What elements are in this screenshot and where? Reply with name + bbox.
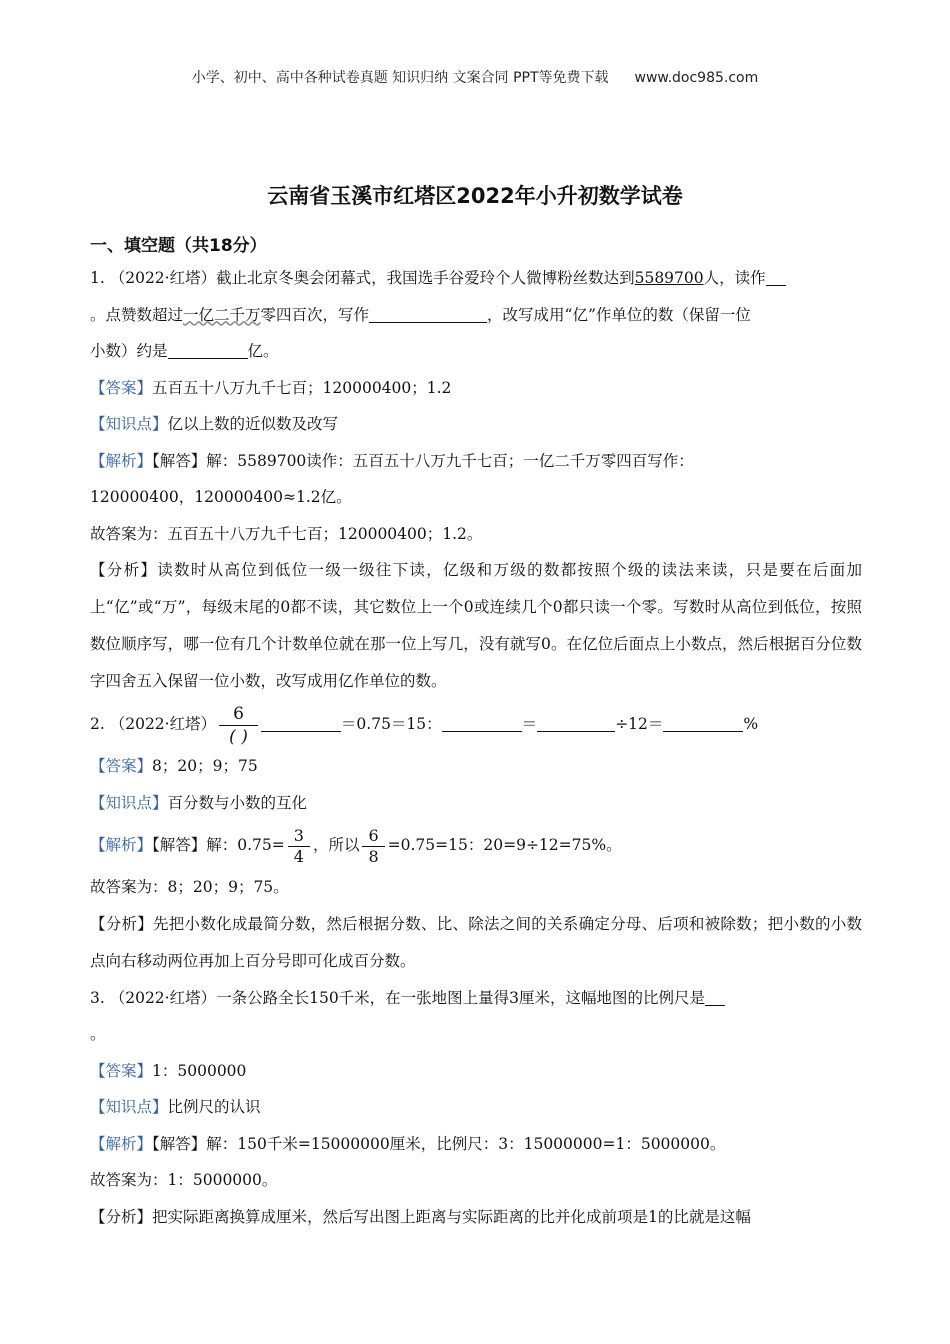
- q1-analysis-2: 120000400，120000400≈1.2亿。: [90, 488, 352, 506]
- fraction-6-8: [362, 826, 384, 867]
- answer-blank: [168, 340, 248, 359]
- fraction-numerator: 6: [219, 703, 258, 726]
- q2-answer: [90, 748, 862, 785]
- q3-line2: 。: [90, 1025, 106, 1043]
- q2-line: [90, 700, 862, 748]
- q3-knowledge: [90, 1089, 862, 1126]
- fraction-denominator: 8: [368, 846, 379, 866]
- q3-line1: [90, 980, 862, 1017]
- header-url[interactable]: www.doc985.com: [634, 70, 759, 86]
- q1-explanation: 【分析】读数时从高位到低位一级一级往下读，亿级和万级的数都按照个级的读法来读，只是要在后面加上“亿”或“万”，每级末尾的0都不读，其它数位上一个0或连续几个0都只读一个零。写数时从高位到低位，按照数位顺序写，哪一位有几个计数单位就在那一位上写几，没有就写0。在亿位后面点上小数点，然后根据百分位数字四舍五入保留一位小数，改写成用亿作单位的数。: [90, 561, 862, 690]
- q1-text: 1. （2022·红塔）截止北京冬奥会闭幕式，我国选手谷爱玲个人微博粉丝数达到: [90, 269, 635, 287]
- q3-analysis: [90, 1126, 862, 1163]
- answer-blank: [442, 713, 522, 732]
- q1-text: 亿。: [247, 342, 279, 360]
- q1-conclusion: 故答案为：五百五十八万九千七百；120000400；1.2。: [90, 524, 483, 543]
- q1-line3: [90, 333, 862, 370]
- q2-prefix: 2. （2022·红塔）: [90, 715, 217, 733]
- header-text: 小学、初中、高中各种试卷真题 知识归纳 文案合同 PPT等免费下载: [191, 70, 609, 86]
- answer-tag: 【答案】: [90, 1061, 153, 1080]
- answer-tag: 【答案】: [90, 757, 153, 775]
- analysis-text: 【解答】解：150千米=15000000厘米，比例尺：3：15000000=1：5000000。: [152, 1134, 726, 1153]
- answer-blank: [261, 713, 341, 732]
- analysis-tag: 【解析】: [90, 1134, 153, 1153]
- q2-knowledge: [90, 785, 862, 822]
- q3-conclusion: 故答案为：1：5000000。: [90, 1171, 278, 1189]
- answer-blank: [369, 304, 487, 323]
- q1-line2: [90, 297, 862, 334]
- q1-analysis: [90, 443, 862, 480]
- q1-text: 小数）约是: [90, 342, 168, 360]
- page-title: 云南省玉溪市红塔区2022年小升初数学试卷: [267, 184, 683, 208]
- q2-conclusion: 故答案为：8；20；9；75。: [90, 878, 289, 896]
- answer-text: 五百五十八万九千七百；120000400；1.2: [152, 378, 452, 397]
- fraction-3-4: [288, 826, 310, 867]
- fraction-denominator: ( ): [229, 726, 248, 747]
- q3-answer: [90, 1053, 862, 1090]
- knowledge-text: 比例尺的认识: [167, 1098, 261, 1116]
- q2-fraction: [219, 703, 258, 748]
- q1-text: 。点赞数超过: [90, 305, 184, 324]
- q1-answer: [90, 370, 862, 407]
- page-header: [0, 67, 950, 87]
- document-body: [90, 231, 862, 1235]
- knowledge-text: 亿以上数的近似数及改写: [167, 415, 339, 433]
- answer-text: 1：5000000: [152, 1061, 247, 1080]
- q3-explanation: 【分析】把实际距离换算成厘米，然后写出图上距离与实际距离的比并化成前项是1的比就是这幅: [90, 1207, 751, 1226]
- analysis-text: =0.75=15：20=9÷12=75%。: [387, 836, 622, 854]
- q2-explanation: 【分析】先把小数化成最简分数，然后根据分数、比、除法之间的关系确定分母、后项和被除数；把小数的小数点向右移动两位再加上百分号即可化成百分数。: [90, 914, 862, 970]
- q2-text: %: [743, 715, 759, 733]
- q3-text: 3. （2022·红塔）一条公路全长150千米，在一张地图上量得3厘米，这幅地图的比例尺是: [90, 988, 706, 1007]
- analysis-tag: 【解析】: [90, 451, 153, 470]
- analysis-text: ，所以: [312, 836, 360, 854]
- knowledge-text: 百分数与小数的互化: [167, 793, 308, 812]
- q1-number: 5589700: [634, 269, 704, 287]
- q1-wavy-text: 一亿二千万: [183, 305, 261, 324]
- fraction-numerator: 3: [288, 826, 310, 847]
- answer-tag: 【答案】: [90, 378, 153, 397]
- answer-blank: [537, 713, 615, 732]
- q1-text: 零四百次，写作: [260, 305, 370, 324]
- analysis-text: 【解答】解：0.75=: [152, 836, 285, 854]
- q1-line1: [90, 260, 862, 297]
- q1-knowledge: [90, 406, 862, 443]
- analysis-tag: 【解析】: [90, 836, 153, 854]
- fraction-denominator: 4: [293, 846, 304, 866]
- q1-text: ，改写成用“亿”作单位的数（保留一位: [487, 305, 751, 324]
- answer-blank: [705, 987, 725, 1006]
- section-heading: 一、填空题（共18分）: [90, 236, 267, 256]
- q2-analysis: [90, 821, 862, 869]
- analysis-text: 【解答】解：5589700读作：五百五十八万九千七百；一亿二千万零四百写作：: [152, 451, 694, 470]
- answer-blank: [663, 713, 743, 732]
- q2-text: ÷12＝: [615, 715, 664, 733]
- answer-blank: [766, 267, 786, 286]
- knowledge-tag: 【知识点】: [90, 415, 168, 433]
- knowledge-tag: 【知识点】: [90, 1098, 168, 1116]
- answer-text: 8；20；9；75: [152, 757, 258, 775]
- fraction-numerator: 6: [362, 826, 384, 847]
- knowledge-tag: 【知识点】: [90, 793, 168, 812]
- q2-text: ＝: [521, 715, 538, 733]
- q1-text: 人，读作: [703, 269, 766, 287]
- q2-text: ＝0.75＝15：: [340, 715, 442, 733]
